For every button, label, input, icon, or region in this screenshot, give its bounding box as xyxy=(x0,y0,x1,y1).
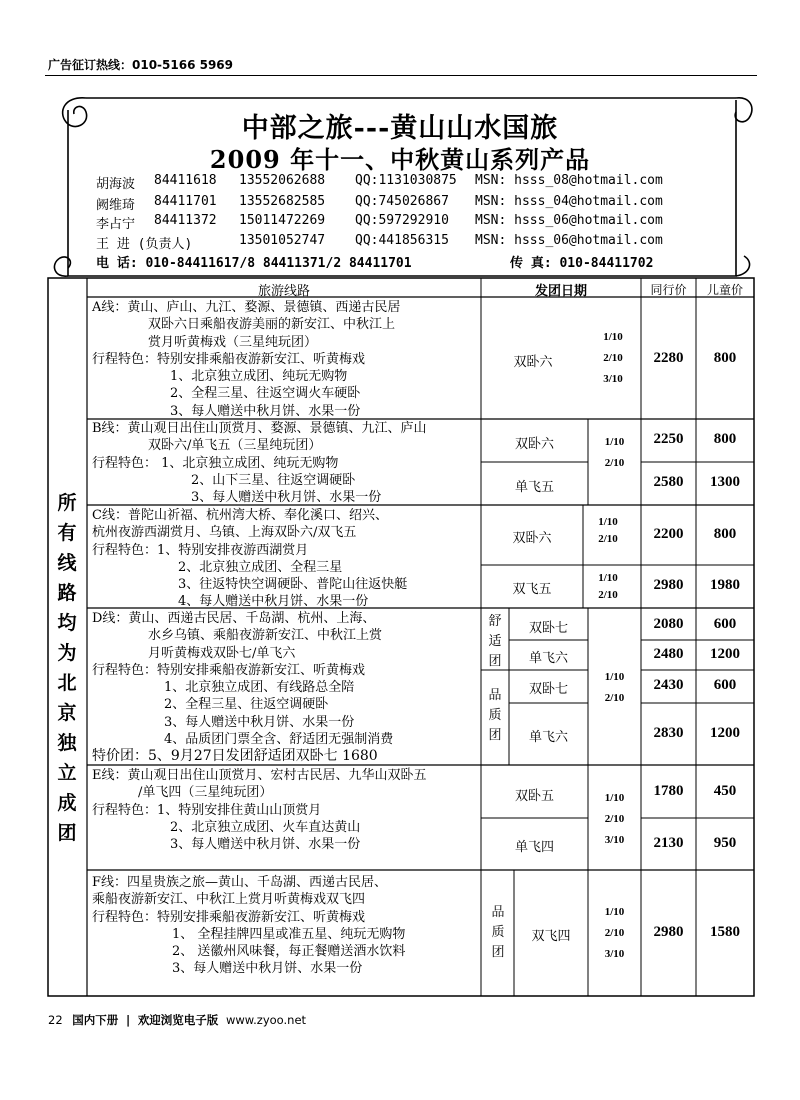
header-dates: 发团日期 xyxy=(534,284,587,299)
route-c-peer-price: 2980 xyxy=(653,577,684,593)
route-d-peer-price: 2080 xyxy=(653,616,684,632)
route-line: 赏月听黄梅戏（三星纯玩团） xyxy=(148,334,318,350)
date-item: 2/10 xyxy=(598,589,618,601)
date-item: 2/10 xyxy=(604,927,625,939)
route-c-type: 双飞五 xyxy=(512,582,552,597)
route-e-type: 双卧五 xyxy=(514,789,554,804)
route-line: 月听黄梅戏双卧七/单飞六 xyxy=(148,645,296,661)
route-line: 双卧六/单飞五（三星纯玩团） xyxy=(148,438,322,454)
date-item: 1/10 xyxy=(604,906,625,918)
route-line: 乘船夜游新安江、中秋江上赏月听黄梅戏双飞四 xyxy=(92,892,366,908)
route-d-dates xyxy=(588,667,641,709)
route-line: 1、 全程挂牌四星或准五星、纯玩无购物 xyxy=(172,926,406,942)
route-line: 杭州夜游西湖赏月、乌镇、上海双卧六/双飞五 xyxy=(92,525,357,541)
header-route: 旅游线路 xyxy=(257,284,310,299)
route-line: F线：四星贵族之旅—黄山、千岛湖、西递古民居、 xyxy=(92,875,388,890)
route-c-peer-price: 2200 xyxy=(653,526,684,542)
route-e-description xyxy=(92,767,427,853)
route-d-peer-price: 2830 xyxy=(653,725,684,741)
contact-name: 李占宁 xyxy=(96,217,136,232)
route-d-group-quality xyxy=(485,686,505,746)
group-label: 品质团 xyxy=(488,688,502,743)
route-line: 3、每人赠送中秋月饼、水果一份 xyxy=(172,961,363,977)
route-a-description xyxy=(92,299,400,420)
route-d-child-price: 1200 xyxy=(710,725,740,741)
route-line: /单飞四（三星纯玩团） xyxy=(138,785,273,801)
route-b-peer-price: 2580 xyxy=(653,474,684,490)
contact-name: 王 进 (负责人) xyxy=(96,237,193,252)
contact-qq: QQ:1131030875 xyxy=(355,173,457,188)
contact-mobile: 15011472269 xyxy=(239,213,326,228)
page-number: 22 xyxy=(48,1013,63,1027)
contact-phone: 84411618 xyxy=(154,173,217,188)
contact-qq: QQ:745026867 xyxy=(355,194,449,209)
route-d-child-price: 600 xyxy=(713,677,737,693)
route-f-dates xyxy=(588,902,641,965)
route-d-child-price: 600 xyxy=(713,616,737,632)
date-item: 3/10 xyxy=(604,948,625,960)
contact-mobile: 13552682585 xyxy=(239,194,326,209)
route-line: 双卧六日乘船夜游美丽的新安江、中秋江上 xyxy=(148,317,396,333)
tel-line: 电 话: 010-84411617/8 84411371/2 84411701 xyxy=(96,256,412,271)
contact-qq: QQ:597292910 xyxy=(355,213,449,228)
route-line: 行程特色：1、特别安排住黄山山顶赏月 xyxy=(92,802,322,818)
route-c-child-price: 1980 xyxy=(710,577,740,593)
route-line: 1、北京独立成团、纯玩无购物 xyxy=(170,369,348,385)
route-line: 行程特色：特别安排乘船夜游新安江、听黄梅戏 xyxy=(92,909,366,925)
route-d-group-comfort xyxy=(485,612,505,672)
route-line: 3、每人赠送中秋月饼、水果一份 xyxy=(164,714,355,730)
header-child-price: 儿童价 xyxy=(706,283,743,297)
route-b-type: 单飞五 xyxy=(514,480,554,495)
route-line: 2、北京独立成团、火车直达黄山 xyxy=(170,819,361,835)
route-b-child-price: 1300 xyxy=(710,474,740,490)
contact-msn: MSN: hsss_06@hotmail.com xyxy=(475,213,663,228)
contact-mobile: 13552062688 xyxy=(239,173,326,188)
route-line: 行程特色：特别安排乘船夜游新安江、听黄梅戏 xyxy=(92,662,366,678)
route-line: 行程特色：特别安排乘船夜游新安江、听黄梅戏 xyxy=(92,351,366,367)
footer-url[interactable]: www.zyoo.net xyxy=(225,1013,307,1027)
route-b-dates xyxy=(588,432,641,474)
contact-name: 阙维琦 xyxy=(96,198,136,213)
route-f-description xyxy=(92,874,405,978)
route-line: 2、山下三星、往返空调硬卧 xyxy=(191,472,356,488)
route-line: 4、每人赠送中秋月饼、水果一份 xyxy=(178,594,369,610)
route-line: 2、北京独立成团、全程三星 xyxy=(178,559,343,575)
route-d-child-price: 1200 xyxy=(710,646,740,662)
route-line: C线：普陀山祈福、杭州湾大桥、奉化溪口、绍兴、 xyxy=(92,508,388,523)
contact-msn: MSN: hsss_08@hotmail.com xyxy=(475,173,663,188)
contact-name: 胡海波 xyxy=(96,177,136,192)
route-line: 3、每人赠送中秋月饼、水果一份 xyxy=(191,490,382,506)
route-line: 3、每人赠送中秋月饼、水果一份 xyxy=(170,837,361,853)
date-item: 3/10 xyxy=(603,373,623,385)
date-item: 3/10 xyxy=(604,834,625,846)
route-f-peer-price: 2980 xyxy=(653,924,684,940)
date-item: 1/10 xyxy=(603,331,623,343)
contact-msn: MSN: hsss_06@hotmail.com xyxy=(475,233,663,248)
route-e-peer-price: 1780 xyxy=(653,783,684,799)
route-d-peer-price: 2480 xyxy=(653,646,684,662)
route-d-peer-price: 2430 xyxy=(653,677,684,693)
route-line: 3、每人赠送中秋月饼、水果一份 xyxy=(170,403,361,419)
date-item: 1/10 xyxy=(604,792,625,804)
footer-slogan: 欢迎浏览电子版 xyxy=(137,1013,219,1027)
route-e-peer-price: 2130 xyxy=(653,835,684,851)
route-d-type: 双卧七 xyxy=(528,621,568,636)
route-f-child-price: 1580 xyxy=(710,924,740,940)
route-e-type: 单飞四 xyxy=(514,840,554,855)
contact-mobile: 13501052747 xyxy=(239,233,326,248)
footer-separator: | xyxy=(125,1013,131,1027)
fax-line: 传 真: 010-84411702 xyxy=(510,256,654,271)
date-item: 1/10 xyxy=(604,671,625,683)
route-line: D线：黄山、西递古民居、千岛湖、杭州、上海、 xyxy=(92,611,376,626)
route-d-type: 双卧七 xyxy=(528,682,568,697)
route-f-type: 双飞四 xyxy=(531,929,571,944)
route-line: 水乡乌镇、乘船夜游新安江、中秋江上赏 xyxy=(148,628,383,644)
banner-subtitle: 2009 年十一、中秋黄山系列产品 xyxy=(209,145,591,174)
route-line: 特价团：5、9月27日发团舒适团双卧七 1680 xyxy=(92,748,378,765)
group-label: 舒适团 xyxy=(488,614,502,669)
side-label: 所有线路均为北京独立成团 xyxy=(57,492,77,844)
route-a-type: 双卧六 xyxy=(513,355,553,370)
route-e-dates xyxy=(588,788,641,851)
route-c-description xyxy=(92,507,407,611)
route-d-description xyxy=(92,610,393,766)
banner-title: 中部之旅---黄山山水国旅 xyxy=(241,113,559,144)
date-item: 2/10 xyxy=(603,352,623,364)
route-a-dates xyxy=(585,327,641,390)
route-e-child-price: 950 xyxy=(713,835,737,851)
route-line: 2、全程三星、往返空调硬卧 xyxy=(164,697,329,713)
route-line: 行程特色： 1、北京独立成团、纯玩无购物 xyxy=(92,455,339,471)
route-b-type: 双卧六 xyxy=(514,437,554,452)
route-d-type: 单飞六 xyxy=(528,651,568,666)
date-item: 1/10 xyxy=(604,436,625,448)
route-c-dates xyxy=(583,570,633,604)
header-peer-price: 同行价 xyxy=(650,283,687,297)
route-c-dates xyxy=(583,514,633,548)
ad-hotline: 广告征订热线：010-5166 5969 xyxy=(48,58,234,72)
route-line: A线：黄山、庐山、九江、婺源、景德镇、西递古民居 xyxy=(92,300,401,315)
route-b-description xyxy=(92,420,427,506)
date-item: 2/10 xyxy=(598,533,618,545)
contact-msn: MSN: hsss_04@hotmail.com xyxy=(475,194,663,209)
contact-qq: QQ:441856315 xyxy=(355,233,449,248)
route-a-peer-price: 2280 xyxy=(653,350,684,366)
route-c-type: 双卧六 xyxy=(512,531,552,546)
route-b-peer-price: 2250 xyxy=(653,431,684,447)
route-line: B线：黄山观日出住山顶赏月、婺源、景德镇、九江、庐山 xyxy=(92,421,427,436)
footer-section: 国内下册 xyxy=(72,1013,119,1027)
date-item: 2/10 xyxy=(604,457,625,469)
date-item: 1/10 xyxy=(598,516,618,528)
date-item: 2/10 xyxy=(604,813,625,825)
route-line: 3、往返特快空调硬卧、普陀山往返快艇 xyxy=(178,577,408,593)
contact-phone: 84411701 xyxy=(154,194,217,209)
route-f-group-quality xyxy=(486,903,510,963)
route-line: 2、全程三星、往返空调火车硬卧 xyxy=(170,386,361,402)
route-line: E线：黄山观日出住山顶赏月、宏村古民居、九华山双卧五 xyxy=(92,768,427,783)
route-line: 1、北京独立成团、有线路总全陪 xyxy=(164,680,355,696)
route-a-child-price: 800 xyxy=(713,350,737,366)
route-e-child-price: 450 xyxy=(713,783,737,799)
route-line: 4、品质团门票全含、舒适团无强制消费 xyxy=(164,732,394,748)
route-line: 2、 送徽州风味餐，每正餐赠送酒水饮料 xyxy=(172,944,406,960)
route-c-child-price: 800 xyxy=(713,526,737,542)
route-d-type: 单飞六 xyxy=(528,730,568,745)
date-item: 1/10 xyxy=(598,572,618,584)
route-b-child-price: 800 xyxy=(713,431,737,447)
date-item: 2/10 xyxy=(604,692,625,704)
route-line: 行程特色：1、特别安排夜游西湖赏月 xyxy=(92,542,309,558)
group-label: 品质团 xyxy=(491,905,505,960)
page-footer xyxy=(48,1012,306,1028)
contact-phone: 84411372 xyxy=(154,213,217,228)
